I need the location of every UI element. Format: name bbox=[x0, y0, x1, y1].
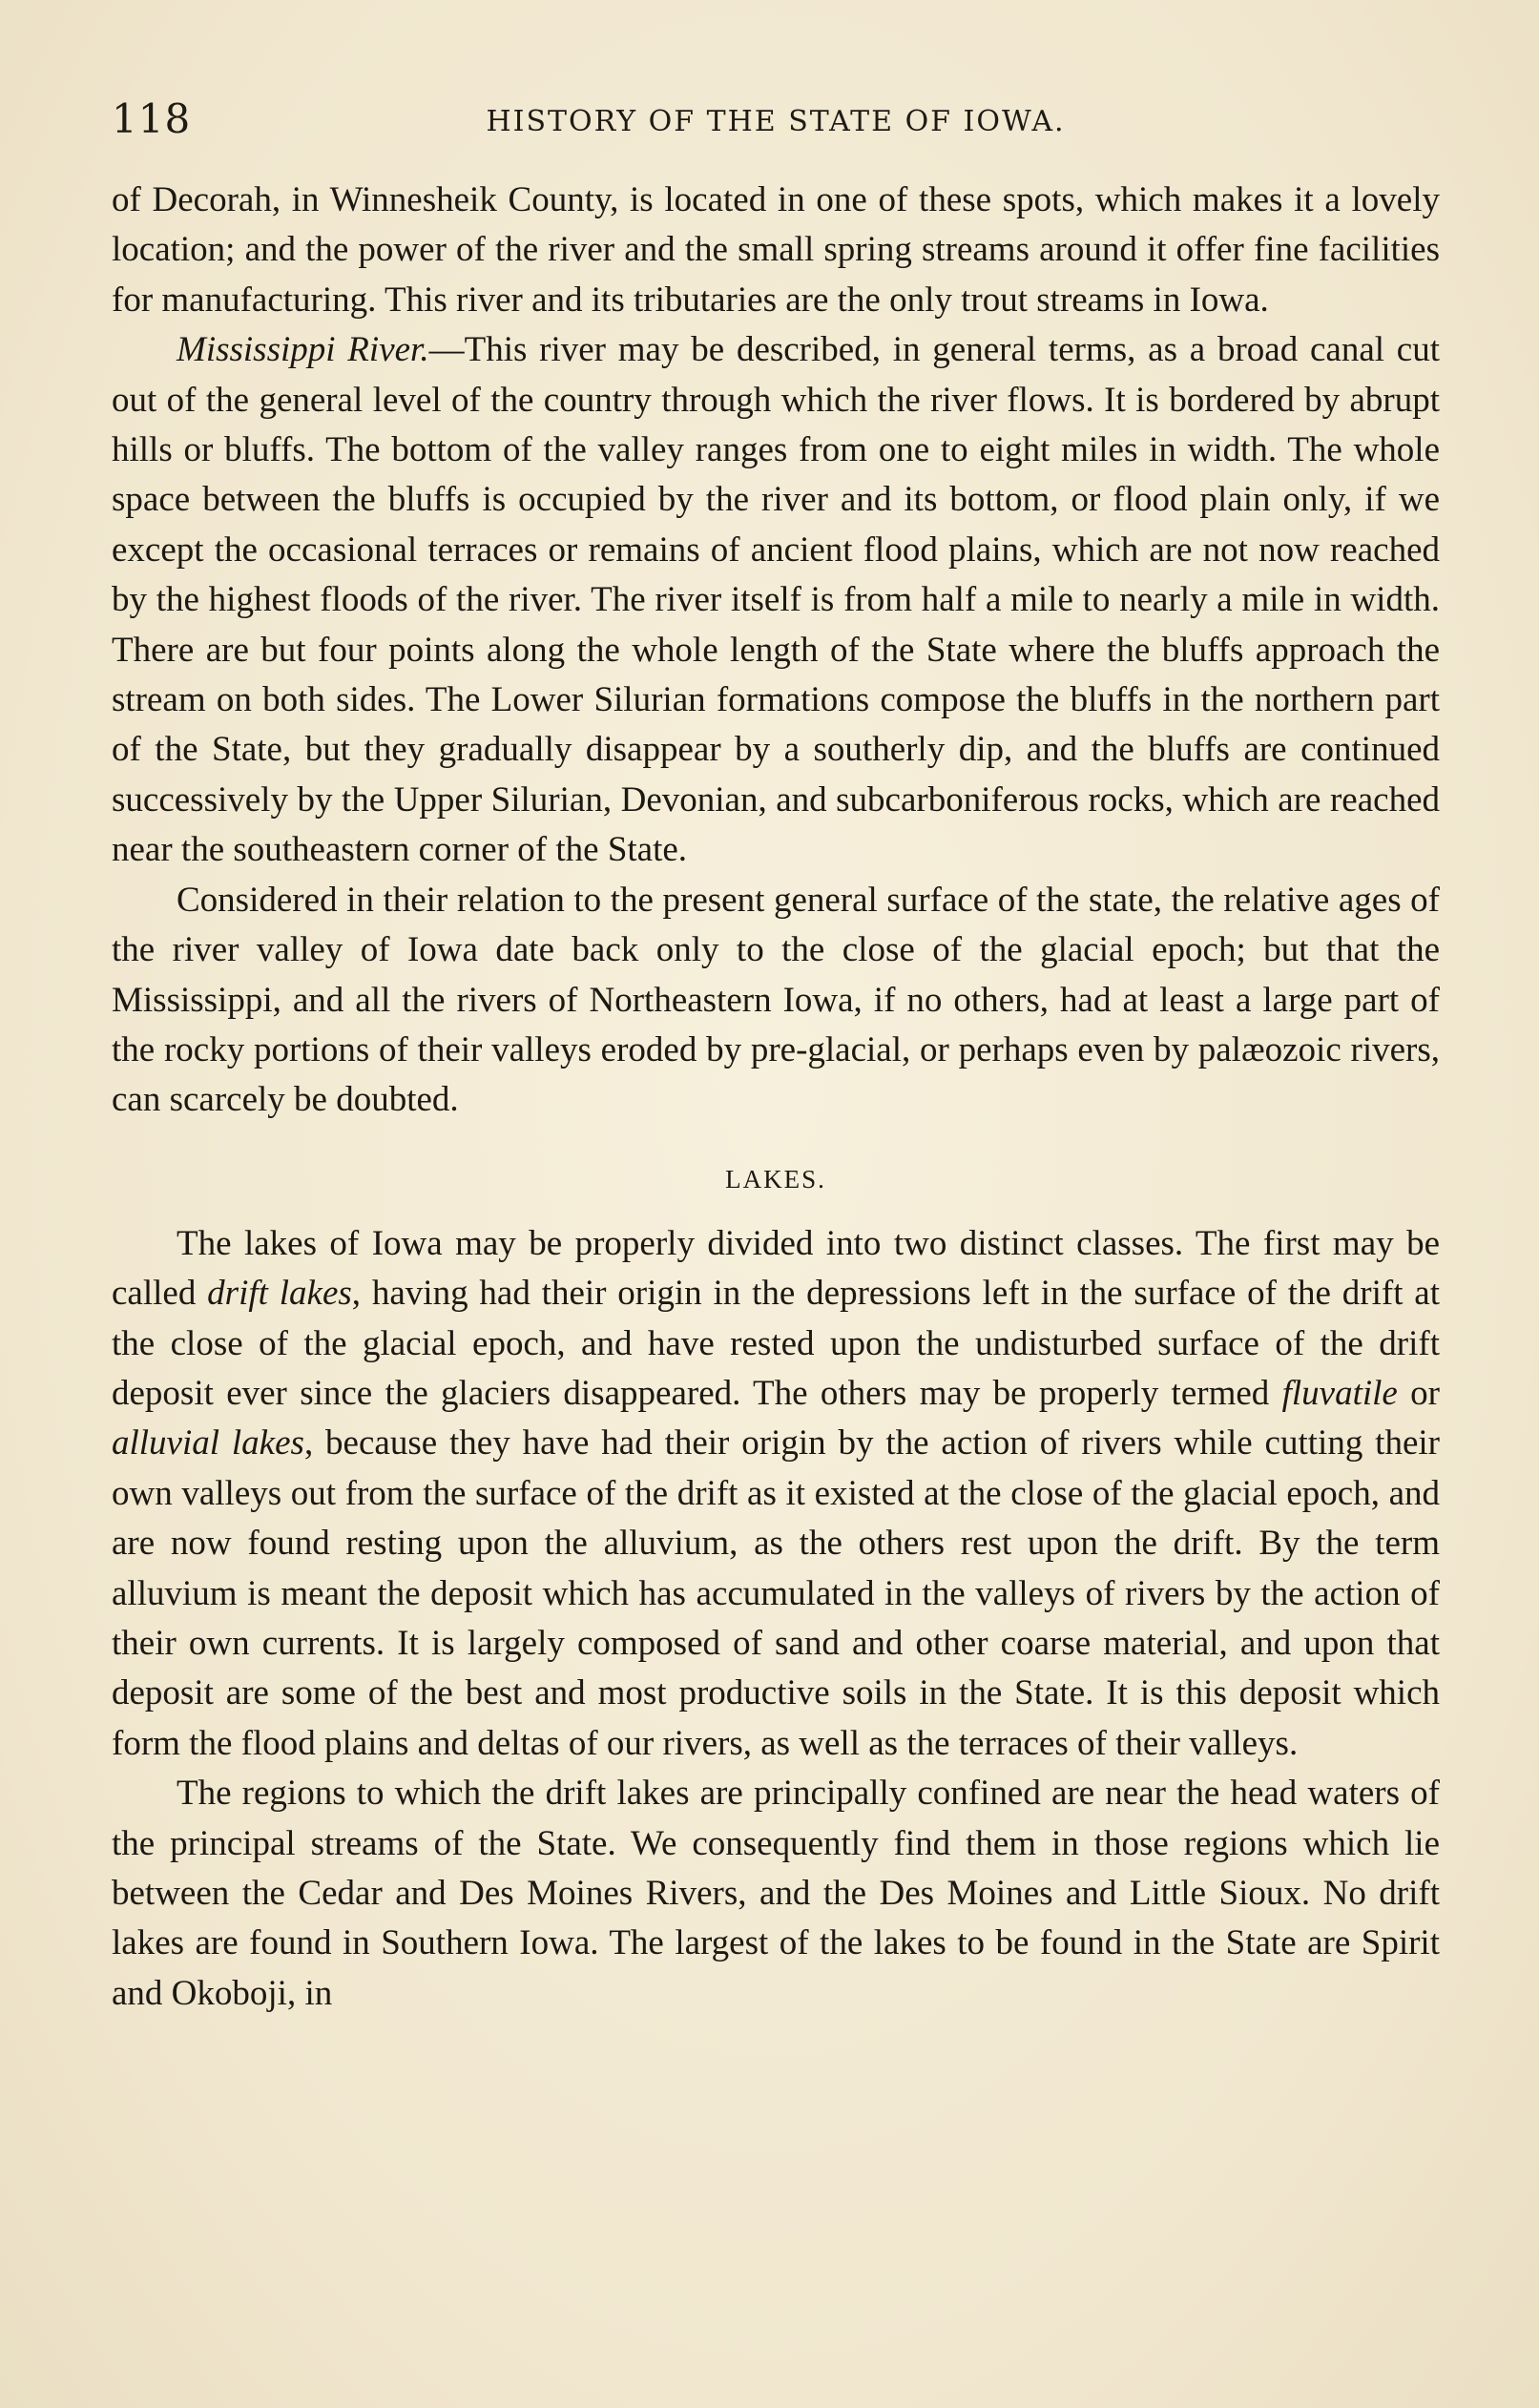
lake-classes-part-d: , because they have had their origin by the action of rivers while cutting their own valleys out from the surface of the drift as it existed at the close of the glacial epoch, and are now found resting upon the alluvium, as the others rest upon the drift. By the term alluvium is meant the deposit which has accumulated in the valleys of rivers by the action of their own currents. It is largely composed of sand and other coarse material, and upon that deposit are some of the best and most productive soils in the State. It is this deposit which form the flood plains and deltas of our rivers, as well as the terraces of their valleys. bbox=[112, 1423, 1440, 1763]
section-heading-lakes: LAKES. bbox=[725, 1164, 826, 1194]
term-fluvatile: fluvatile bbox=[1281, 1373, 1398, 1413]
running-head: HISTORY OF THE STATE OF IOWA. bbox=[486, 105, 1066, 138]
term-drift-lakes: drift lakes bbox=[207, 1274, 352, 1314]
mississippi-body: —This river may be described, in general terms, as a broad canal cut out of the general level of the country through which the river flows. It is bordered by abrupt hills or bluffs. The bottom of the valley ranges from one to eight miles in width. The whole space between the bluffs is occupied by the river and its bottom, or flood plain only, if we except the occasional terraces or remains of ancient flood plains, which are not now reached by the highest floods of the river. The river itself is from half a mile to nearly a mile in width. There are but four points along the whole length of the State where the bluffs approach the stream on both sides. The Lower Silurian formations compose the bluffs in the northern part of the State, but they gradually disappear by a southerly dip, and the bluffs are continued successively by the Upper Silurian, Devonian, and subcarboniferous rocks, which are reached near the southeastern corner of the State. bbox=[112, 330, 1440, 870]
lake-classes-part-b: , having had their origin in the depressions left in the surface of the drift at the close of the glacial epoch, and have rested upon the undisturbed surface of the drift deposit ever since the glaciers disappeared. The others may be properly termed bbox=[112, 1274, 1441, 1413]
lake-classes-part-c: or bbox=[1397, 1373, 1441, 1413]
page-number: 118 bbox=[112, 95, 192, 142]
page-header bbox=[112, 95, 1440, 153]
body-text bbox=[112, 176, 1440, 2019]
mississippi-title: Mississippi River. bbox=[177, 330, 429, 370]
lake-classes-part-a: The lakes of Iowa may be properly divided into two distinct classes. The first may be called bbox=[112, 1223, 1440, 1314]
paragraph-lake-classes bbox=[112, 1219, 1440, 1769]
paragraph-drift-lake-regions: The regions to which the drift lakes are principally confined are near the head waters of the principal streams of the State. We consequently find them in those regions which lie between the Cedar and Des Moines Rivers, and the Des Moines and Little Sioux. No drift lakes are found in Southern Iowa. The largest of the lakes to be found in the State are Spirit and Okoboji, in bbox=[112, 1774, 1440, 2013]
paragraph-decorah: of Decorah, in Winnesheik County, is located in one of these spots, which makes it a lovely location; and the power of the river and the small spring streams around it offer fine facilities for manufacturing. This river and its tributaries are the only trout streams in Iowa. bbox=[112, 180, 1440, 320]
term-alluvial-lakes: alluvial lakes bbox=[112, 1423, 304, 1463]
paragraph-river-ages: Considered in their relation to the present general surface of the state, the relative ages of the river valley of Iowa date back only to the close of the glacial epoch; but that the Mississippi, and all the rivers of Northeastern Iowa, if no others, had at least a large part of the rocky portions of their valleys eroded by pre-glacial, or perhaps even by palæozoic rivers, can scarcely be doubted. bbox=[112, 880, 1440, 1120]
paragraph-mississippi bbox=[112, 325, 1440, 875]
